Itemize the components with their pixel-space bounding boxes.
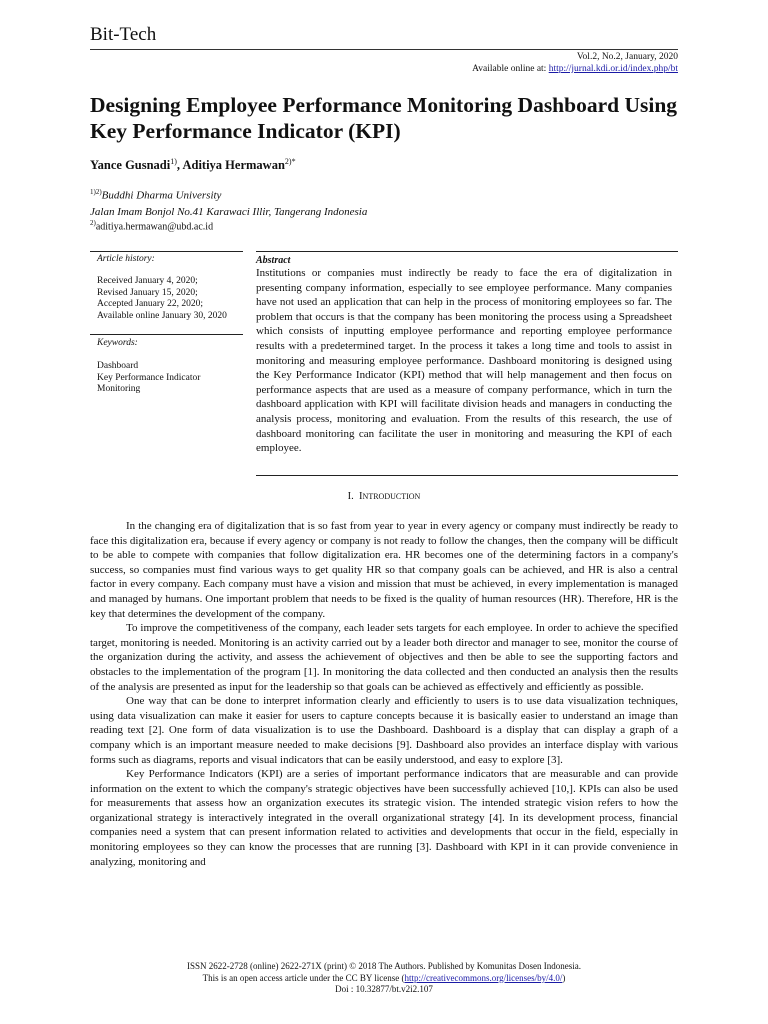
paper-title: Designing Employee Performance Monitoring Dashboard Using Key Performance Indicator (KPI) — [90, 93, 678, 143]
author-affiliation-mark: 1) — [170, 157, 177, 166]
footer-doi: Doi : 10.32877/bt.v2i2.107 — [335, 984, 433, 994]
divider — [256, 475, 678, 476]
body-text — [90, 519, 678, 869]
affiliation — [90, 184, 367, 220]
journal-url-link[interactable]: http://jurnal.kdi.or.id/index.php/bt — [548, 64, 678, 74]
affiliation-address: Jalan Imam Bonjol No.41 Karawaci Illir, Tangerang Indonesia — [90, 205, 368, 218]
body-paragraph: In the changing era of digitalization that is so fast from year to year in every agency or company must indirectly be ready to face this digitalization era, because if every agency or company is not ready to follow the changes, then the company will be difficult to be able to compete with companies that follow digitalization era. HR becomes one of the determining factors in a company's success, so companies must find various ways to get quality HR so that company goals can be achieved, and HR is also a central factor in every company. Each company must have a vision and mission that must be achieved, in every implementation is managed and managed by humans. One important problem that needs to be fixed is the quality of human resources (HR). Therefore, HR is the key that determines the development of the company. — [90, 520, 678, 620]
section-title-initial: I — [359, 491, 363, 502]
author-email: aditiya.hermawan@ubd.ac.id — [95, 221, 214, 233]
body-paragraph: To improve the competitiveness of the company, each leader sets targets for each employee. In order to achieve the specified target, monitoring is needed. Monitoring is an activity carried out by a leader both director and manager to see, monitor the course of the organization during the activity, and assess the achievement of objectives and then be able to see the supporting factors and obstacles to the implementation of the program [1]. In monitoring the data collected and then conducted an analysis then the results of the analysis are presented as input for the leadership so that goals can be achieved as effectively and efficiently as possible. — [90, 622, 678, 693]
author-name: Yance Gusnadi — [90, 158, 171, 173]
footer — [0, 961, 768, 996]
affiliation-mark: 1)2) — [90, 188, 102, 196]
keyword: Dashboard — [97, 361, 139, 371]
divider — [90, 334, 243, 335]
license-suffix: ) — [562, 972, 566, 983]
journal-name: Bit-Tech — [90, 24, 157, 45]
footer-issn: ISSN 2622-2728 (online) 2622-271X (print) © 2018 The Authors. Published by Komunitas Dosen Indonesia. — [187, 961, 581, 971]
section-heading — [0, 491, 768, 502]
footer-license — [0, 973, 768, 985]
affiliation-name-line — [90, 184, 367, 204]
author-affiliation-mark: 2)* — [284, 157, 296, 166]
keywords-list — [97, 361, 200, 396]
body-paragraph: Key Performance Indicators (KPI) are a series of important performance indicators that are measurable and can provide information on the extent to which the company's strategic objectives have been successfully achieved [10,]. KPIs can also be used for measurements that assess how an organization executes its strategic vision. The intended strategic vision refers to how the organizational strategy is interactively integrated in the overall organizational strategy [4]. In its development process, financial companies need a system that can present information related to activities and developments that occur in the field, especially in monitoring employees so they can know the processes that are running [3]. Dashboard with KPI in it can provide convenience in analyzing, monitoring and — [90, 768, 678, 868]
history-entry: Revised January 15, 2020; — [97, 287, 198, 298]
history-entry: Available online January 30, 2020 — [97, 310, 227, 321]
article-history-label: Article history: — [97, 254, 155, 264]
abstract-text: Institutions or companies must indirectly be ready to face the era of digitalization in presenting company information, especially to see employee performance. Many companies have not used an application that can help in the process of monitoring employees so far. The problem that occurs is that the company has been monitoring the process using a Spreadsheet which consists of inputting employee performance and reporting employee performance results with a predetermined target. In the process it takes a long time and tools to assist in monitoring and measuring employee performance. Dashboard monitoring is designed using the Key Performance Indicator (KPI) method that will help management and then focus on performance aspects that are used as a measure of company performance, which in turn the dashboard application with KPI will facilitate division heads and managers in conducting the analysis process, monitoring and evaluation. From the results of this research, the use of dashboard monitoring can facilitate the user in monitoring and measuring the KPI of each employee. — [256, 267, 672, 455]
license-link[interactable]: http://creativecommons.org/licenses/by/4.0/ — [404, 972, 563, 983]
keyword: Key Performance Indicator — [97, 372, 201, 383]
history-entry: Accepted January 22, 2020; — [97, 299, 204, 309]
keyword: Monitoring — [97, 384, 141, 394]
abstract-heading: Abstract — [256, 255, 291, 266]
availability-label: Available online at: — [472, 64, 549, 74]
body-paragraph: One way that can be done to interpret information clearly and efficiently to users is to use data visualization techniques, using data visualization can make it easier for users to capture concepts because it is basically easier to understand an image than reading text [2]. One form of data visualization is to use the Dashboard. Dashboard is a display that can display a graph of a company which is an important measure needed to make decisions [9]. Dashboard also provides an interface display with various forms such as diagrams, reports and visual indicators that can be easily understood, and easy to explore [3]. — [90, 695, 678, 766]
keywords-label: Keywords: — [97, 338, 138, 348]
history-entry: Received January 4, 2020; — [97, 276, 198, 286]
volume-info: Vol.2, No.2, January, 2020 — [576, 52, 678, 62]
section-number: I. — [347, 491, 354, 502]
author-separator: , — [176, 158, 183, 173]
availability-line — [472, 64, 678, 74]
divider — [90, 251, 243, 252]
author-name: Aditiya Hermawan — [182, 158, 285, 173]
divider — [256, 251, 678, 252]
university-name: Buddhi Dharma University — [101, 189, 222, 202]
author-list — [90, 157, 296, 173]
license-prefix: This is an open access article under the CC BY license ( — [202, 972, 405, 983]
section-title-smallcaps: NTRODUCTION — [362, 492, 421, 501]
article-history-list — [97, 276, 227, 322]
header-rule — [90, 49, 678, 50]
email-line — [90, 219, 213, 232]
email-mark: 2) — [90, 219, 96, 227]
